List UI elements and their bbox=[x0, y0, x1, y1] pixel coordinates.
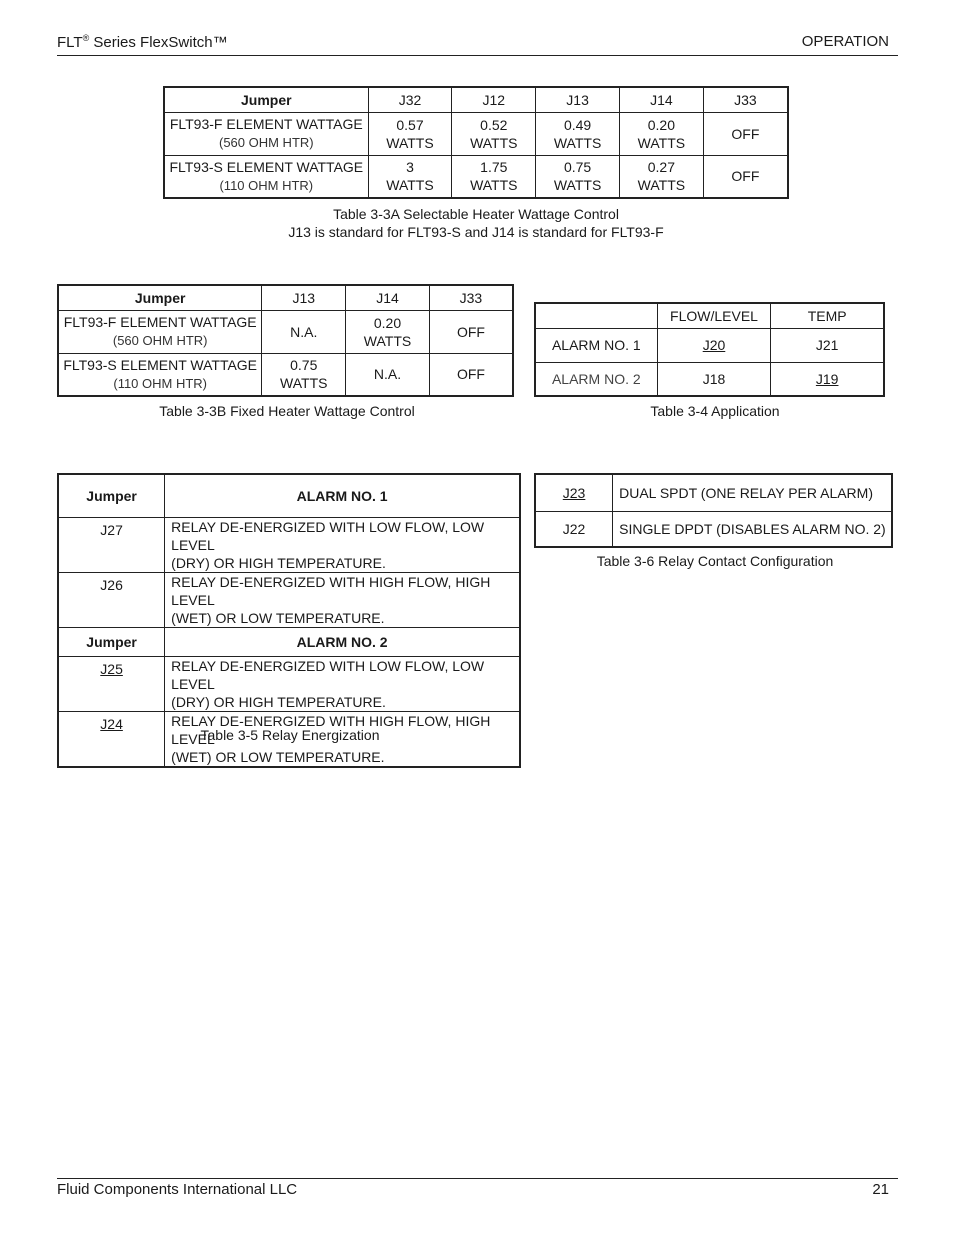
row-label: ALARM NO. 1 bbox=[535, 328, 657, 362]
jumper-cell: J25 bbox=[58, 656, 165, 711]
column-header: ALARM NO. 1 bbox=[165, 474, 520, 517]
table-cell: J19 bbox=[771, 362, 884, 396]
column-header bbox=[535, 303, 657, 328]
table-header-row bbox=[58, 627, 520, 656]
page-number: 21 bbox=[872, 1181, 889, 1198]
column-header: Jumper bbox=[164, 87, 368, 112]
column-header: Jumper bbox=[58, 627, 165, 656]
table-row bbox=[58, 310, 513, 353]
footer-rule bbox=[57, 1178, 898, 1179]
table-cell: OFF bbox=[429, 310, 513, 353]
jumper-cell: J24 bbox=[58, 711, 165, 767]
row-label: FLT93-S ELEMENT WATTAGE (110 OHM HTR) bbox=[58, 353, 262, 396]
column-header: J33 bbox=[429, 285, 513, 310]
jumper-cell: J26 bbox=[58, 572, 165, 627]
jumper-cell: J22 bbox=[535, 511, 613, 547]
table-cell: J21 bbox=[771, 328, 884, 362]
column-header: J13 bbox=[262, 285, 346, 310]
table-caption: Table 3-6 Relay Contact Configuration bbox=[596, 553, 834, 569]
table-cell: 0.20 WATTS bbox=[619, 112, 703, 155]
column-header: J12 bbox=[452, 87, 536, 112]
table-cell: OFF bbox=[703, 155, 788, 198]
table-3-4 bbox=[534, 302, 885, 397]
column-header: J13 bbox=[536, 87, 620, 112]
column-header: FLOW/LEVEL bbox=[657, 303, 771, 328]
table-3-5 bbox=[57, 473, 521, 768]
table-cell: 0.75 WATTS bbox=[536, 155, 620, 198]
footer-company: Fluid Components International LLC bbox=[57, 1181, 298, 1198]
row-label: FLT93-F ELEMENT WATTAGE (560 OHM HTR) bbox=[58, 310, 262, 353]
table-header-row bbox=[58, 474, 520, 517]
table-cell: 0.20 WATTS bbox=[346, 310, 430, 353]
table-row bbox=[535, 328, 884, 362]
row-label: FLT93-S ELEMENT WATTAGE (110 OHM HTR) bbox=[164, 155, 368, 198]
row-label: FLT93-F ELEMENT WATTAGE (560 OHM HTR) bbox=[164, 112, 368, 155]
column-header: J32 bbox=[368, 87, 452, 112]
description-cell: RELAY DE-ENERGIZED WITH LOW FLOW, LOW LEVEL (DRY) OR HIGH TEMPERATURE. bbox=[165, 517, 520, 572]
table-caption: Table 3-3B Fixed Heater Wattage Control bbox=[159, 403, 415, 419]
document-title: FLT® Series FlexSwitch™ bbox=[57, 33, 228, 51]
description-cell: RELAY DE-ENERGIZED WITH HIGH FLOW, HIGH LEVEL (WET) OR LOW TEMPERATURE. bbox=[165, 711, 520, 767]
table-caption: Table 3-3A Selectable Heater Wattage Control J13 is standard for FLT93-S and J14 is standard for FLT93-F bbox=[288, 206, 664, 240]
column-header: TEMP bbox=[771, 303, 884, 328]
table-cell: 0.52 WATTS bbox=[452, 112, 536, 155]
row-label: ALARM NO. 2 bbox=[535, 362, 657, 396]
description-cell: DUAL SPDT (ONE RELAY PER ALARM) bbox=[613, 474, 892, 511]
table-cell: 0.75 WATTS bbox=[262, 353, 346, 396]
table-cell: OFF bbox=[429, 353, 513, 396]
column-header: ALARM NO. 2 bbox=[165, 627, 520, 656]
table-cell: 3 WATTS bbox=[368, 155, 452, 198]
table-cell: J18 bbox=[657, 362, 771, 396]
table-header-row bbox=[535, 303, 884, 328]
table-cell: 0.57 WATTS bbox=[368, 112, 452, 155]
description-cell: SINGLE DPDT (DISABLES ALARM NO. 2) bbox=[613, 511, 892, 547]
table-row bbox=[535, 474, 892, 511]
table-cell: OFF bbox=[703, 112, 788, 155]
table-row bbox=[535, 362, 884, 396]
table-header-row bbox=[58, 285, 513, 310]
table-cell: 0.49 WATTS bbox=[536, 112, 620, 155]
section-title: OPERATION bbox=[801, 33, 889, 50]
table-caption: Table 3-4 Application bbox=[650, 403, 780, 419]
table-row bbox=[535, 511, 892, 547]
column-header: J14 bbox=[346, 285, 430, 310]
table-row bbox=[164, 155, 788, 198]
table-cell: 1.75 WATTS bbox=[452, 155, 536, 198]
header-rule bbox=[57, 55, 898, 56]
table-header-row bbox=[164, 87, 788, 112]
column-header: Jumper bbox=[58, 285, 262, 310]
table-cell: N.A. bbox=[346, 353, 430, 396]
table-row bbox=[164, 112, 788, 155]
table-row bbox=[58, 656, 520, 711]
table-row bbox=[58, 517, 520, 572]
table-row bbox=[58, 353, 513, 396]
jumper-cell: J23 bbox=[535, 474, 613, 511]
table-caption: Table 3-5 Relay Energization bbox=[200, 727, 380, 743]
table-3-6 bbox=[534, 473, 893, 548]
table-cell: J20 bbox=[657, 328, 771, 362]
description-cell: RELAY DE-ENERGIZED WITH HIGH FLOW, HIGH LEVEL (WET) OR LOW TEMPERATURE. bbox=[165, 572, 520, 627]
table-row bbox=[58, 572, 520, 627]
jumper-cell: J27 bbox=[58, 517, 165, 572]
description-cell: RELAY DE-ENERGIZED WITH LOW FLOW, LOW LEVEL (DRY) OR HIGH TEMPERATURE. bbox=[165, 656, 520, 711]
column-header: J33 bbox=[703, 87, 788, 112]
table-3-3b bbox=[57, 284, 514, 397]
table-3-3a bbox=[163, 86, 789, 199]
column-header: J14 bbox=[619, 87, 703, 112]
table-cell: 0.27 WATTS bbox=[619, 155, 703, 198]
column-header: Jumper bbox=[58, 474, 165, 517]
table-cell: N.A. bbox=[262, 310, 346, 353]
